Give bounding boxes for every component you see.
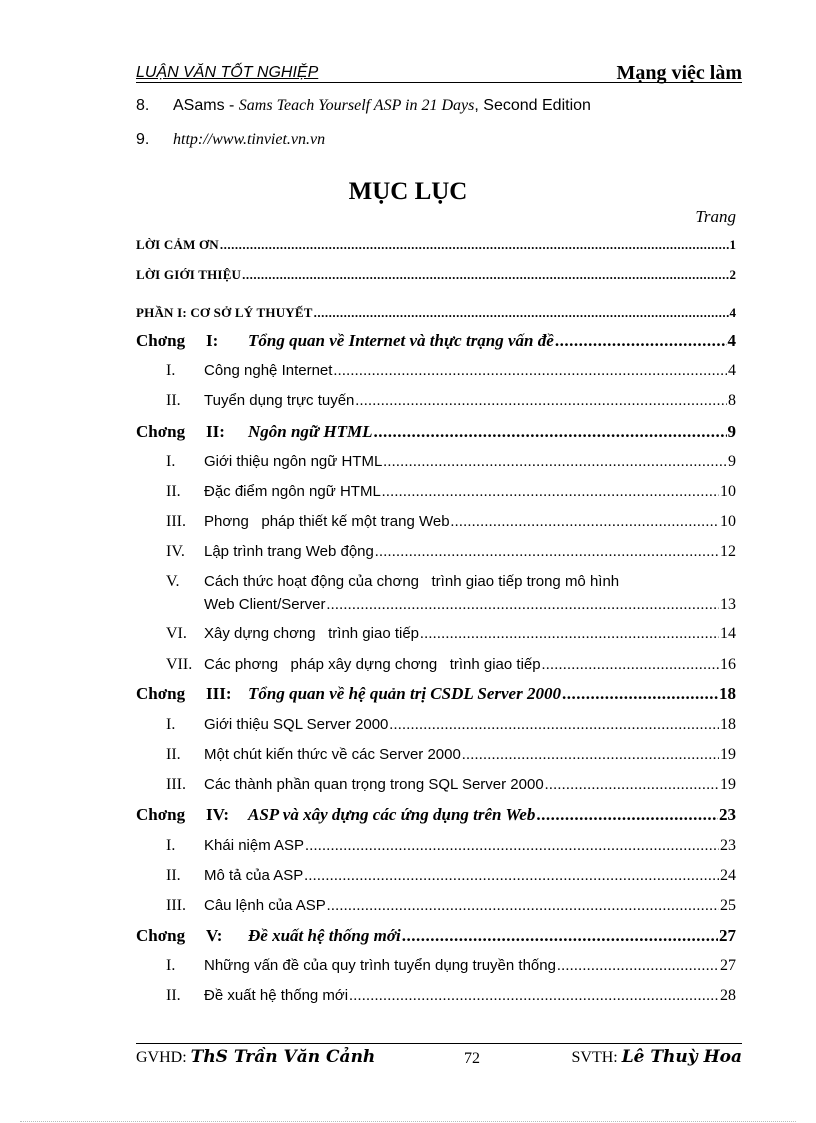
toc-section-entry: VI. Xây dựng chơng trình giao tiếp ..... 14	[136, 625, 736, 643]
header-topic: Mạng việc làm	[616, 62, 742, 84]
reference-number: 8.	[136, 97, 150, 114]
toc-section-entry: III. Câu lệnh của ASP ..... 25	[136, 897, 736, 915]
footer-student: SVTH: Lê Thuỳ Hoa	[571, 1047, 742, 1067]
toc-section-entry: II. Đặc điểm ngôn ngữ HTML ..... 10	[136, 483, 736, 501]
reference-number: 9.	[136, 131, 150, 148]
toc-entry: LỜI GIỚI THIỆU ..... 2	[136, 267, 736, 283]
page-number: 72	[464, 1050, 480, 1067]
toc-section-entry-line2: Web Client/Server ..... 13	[136, 596, 736, 614]
student-name: Lê Thuỳ Hoa	[621, 1047, 742, 1067]
footer-supervisor: GVHD: ThS Trần Văn Cảnh	[136, 1047, 376, 1067]
reference-url: http://www.tinviet.vn.vn	[173, 131, 326, 148]
toc-section-entry: I. Những vấn đề của quy trình tuyển dụng truyền thống ..... 27	[136, 957, 736, 975]
toc-section-entry: VII. Các phơng pháp xây dựng chơng trình giao tiếp ..... 16	[136, 656, 736, 674]
toc-section-entry: III. Phơng pháp thiết kế một trang Web ..... 10	[136, 513, 736, 531]
reference-item	[136, 129, 756, 163]
toc-section-entry: II. Mô tả của ASP ..... 24	[136, 867, 736, 885]
toc-section-entry: II. Một chút kiến thức về các Server 2000 ..... 19	[136, 746, 736, 764]
toc-section-entry: I. Giới thiệu SQL Server 2000 ..... 18	[136, 716, 736, 734]
reference-author: ASams -	[173, 97, 239, 114]
reference-edition: , Second Edition	[474, 97, 591, 114]
toc-title: MỤC LỤC	[348, 178, 468, 205]
toc-section-entry: II. Đề xuất hệ thống mới ..... 28	[136, 987, 736, 1005]
header-thesis-label: LUẬN VĂN TỐT NGHIỆP	[136, 64, 319, 81]
toc-page-label: Trang	[695, 207, 736, 226]
reference-item	[136, 95, 756, 129]
toc-chapter-entry: Chơng II: Ngôn ngữ HTML ..... 9	[136, 422, 736, 442]
page-header	[136, 58, 742, 83]
toc-section-entry-line1: V. Cách thức hoạt động của chơng trình giao tiếp trong mô hình	[166, 573, 620, 590]
reference-list	[136, 95, 756, 163]
toc-section-entry: I. Giới thiệu ngôn ngữ HTML ..... 9	[136, 453, 736, 471]
toc-chapter-entry: Chơng V: Đề xuất hệ thống mới ..... 27	[136, 926, 736, 946]
toc-part-entry: PHẦN I: CƠ SỞ LÝ THUYẾT ..... 4	[136, 305, 736, 321]
page-footer	[136, 1043, 742, 1074]
toc-section-entry: I. Khái niệm ASP ..... 23	[136, 837, 736, 855]
toc-chapter-entry: Chơng I: Tổng quan về Internet và thực trạng vấn đề ..... 4	[136, 331, 736, 351]
toc-entry: LỜI CẢM ƠN ..... 1	[136, 237, 736, 253]
toc-section-entry: IV. Lập trình trang Web động ..... 12	[136, 543, 736, 561]
toc-section-entry: III. Các thành phần quan trọng trong SQL Server 2000 ..... 19	[136, 776, 736, 794]
supervisor-name: ThS Trần Văn Cảnh	[190, 1047, 376, 1067]
toc-chapter-entry: Chơng IV: ASP và xây dựng các ứng dụng trên Web ..... 23	[136, 805, 736, 825]
reference-title: Sams Teach Yourself ASP in 21 Days	[238, 97, 475, 114]
toc-chapter-entry: Chơng III: Tổng quan về hệ quản trị CSDL Server 2000 ..... 18	[136, 684, 736, 704]
toc-section-entry: I. Công nghệ Internet ..... 4	[136, 362, 736, 380]
page-bottom-border	[20, 1121, 796, 1122]
toc-section-entry: II. Tuyển dụng trực tuyến ..... 8	[136, 392, 736, 410]
